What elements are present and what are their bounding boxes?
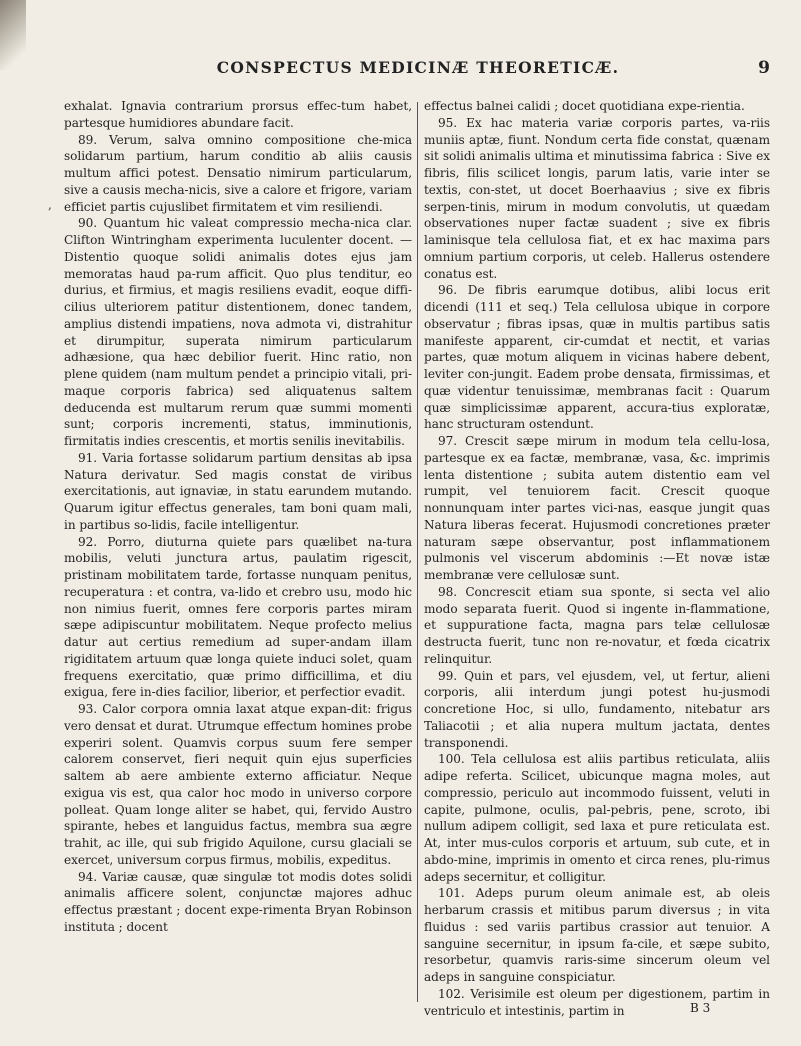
paragraph: 95. Ex hac materia variæ corporis partes, va-riis muniis aptæ, fiunt. Nondum certa fide constat, quænam sit solidi animalis ultima et minutissima fabrica : Sive ex fibris, filis scilicet longis, parum latis, varie inter se textis, con-stet, ut docet Boerhaavius ; sive ex fibris serpen-tinis, mirum in modum convolutis, ut quædam observationes nuper factæ suadent ; sive ex fibris laminisque tela cellulosa fiat, et ex hac maxima pars omnium partium corporis, ut celeb. Hallerus ostendere conatus est. <box>424 115 770 281</box>
page-edge-shadow <box>0 0 26 70</box>
right-column <box>424 98 770 1019</box>
paragraph: effectus balnei calidi ; docet quotidiana expe-rientia. <box>424 99 745 113</box>
paragraph: exhalat. Ignavia contrarium prorsus effec-tum habet, partesque humidiores abundare facit. <box>64 99 412 130</box>
paragraph: 90. Quantum hic valeat compressio mecha-nica clar. Clifton Wintringham experimenta luculenter docent. — Distentio quoque solidi animalis dotes ejus jam memoratas haud pa-rum afficit. Quo plus tenditur, eo durius, et firmius, et magis resiliens evadit, eoque diffi-cilius ulteriorem patitur distentionem, donec tandem, amplius distendi impatiens, nova admota vi, distrahitur et dirumpitur, superata nimirum particularum adhæsione, qua hæc debilior fuerit. Hinc ratio, non plene quidem (nam multum pendet a principio vitali, pri-maque corporis fabrica) sed aliquatenus saltem deducenda est multarum rerum quæ summi momenti sunt; corporis incrementi, status, imminutionis, firmitatis indies crescentis, et mortis senilis inevitabilis. <box>64 216 412 448</box>
left-column <box>64 98 412 936</box>
paragraph: 98. Concrescit etiam sua sponte, si secta vel alio modo separata fuerit. Quod si ingente in-flammatione, et suppuratione facta, magna pars telæ cellulosæ destructa fuerit, tunc non re-novatur, et fœda cicatrix relinquitur. <box>424 584 770 666</box>
paragraph: 93. Calor corpora omnia laxat atque expan-dit: frigus vero densat et durat. Utrumque effectum homines probe experiri solent. Quamvis corpus suum fere semper calorem conservet, fieri nequit quin ejus superficies saltem ab aere ambiente externo afficiatur. Neque exigua vis est, qua calor hoc modo in universo corpore polleat. Quam longe aliter se habet, qui, fervido Austro spirante, hebes et languidus factus, membra sua ægre trahit, ac ille, qui sub frigido Aquilone, cursu glaciali se exercet, universum corpus firmus, mobilis, expeditus. <box>64 702 412 867</box>
running-title: CONSPECTUS MEDICINÆ THEORETICÆ. <box>216 58 620 77</box>
paragraph: 101. Adeps purum oleum animale est, ab oleis herbarum crassis et mitibus parum diversus ; in vita fluidus : sed variis partibus crassior aut tenuior. A sanguine secernitur, in ipsum fa-cile, et sæpe subito, resorbetur, quamvis raris-sime sincerum oleum vel adeps in sanguine conspiciatur. <box>424 886 770 984</box>
column-divider <box>417 102 418 1002</box>
paragraph: 99. Quin et pars, vel ejusdem, vel, ut fertur, alieni corporis, alii interdum jungi potest hu-jusmodi concretione Hoc, si ullo, fundamento, nitebatur ars Taliacotii ; et alia nupera multum jactata, dentes transponendi. <box>424 668 770 750</box>
paragraph: 94. Variæ causæ, quæ singulæ tot modis dotes solidi animalis afficere solent, conjunctæ majores adhuc effectus præstant ; docent expe-rimenta Bryan Robinson instituta ; docent <box>64 869 412 934</box>
page-header <box>66 58 770 84</box>
margin-mark: , <box>48 198 52 212</box>
page-number: 9 <box>758 58 770 78</box>
paragraph: 91. Varia fortasse solidarum partium densitas ab ipsa Natura derivatur. Sed magis constat de viribus exercitationis, aut ignaviæ, in statu earundem mutando. Quarum igitur effectus generales, tam boni quam mali, in partibus so-lidis, facile intelligentur. <box>64 450 412 532</box>
text-columns <box>64 98 770 1018</box>
paragraph: 92. Porro, diuturna quiete pars quælibet na-tura mobilis, veluti junctura artus, paulatim rigescit, pristinam mobilitatem tarde, fortasse nunquam penitus, recuperatura : et contra, va-lido et crebro usu, modo hic non nimius fuerit, omnes fere corporis partes miram sæpe adipiscuntur mobilitatem. Neque profecto melius datur aut certius remedium ad super-andam illam rigiditatem artuum quæ longa quiete induci solet, quam frequens exercitatio, quæ primo difficillima, et diu exigua, fere in-dies facilior, liberior, et perfectior evadit. <box>64 534 412 700</box>
paragraph: 100. Tela cellulosa est aliis partibus reticulata, aliis adipe referta. Scilicet, ubicunque magna moles, aut compressio, periculo aut incommodo fuissent, veluti in capite, pulmone, oculis, pal-pebris, pene, scroto, ibi nullum adipem colligit, sed laxa et pure reticulata est. At, inter mus-culos corporis et artuum, sub cute, et in abdo-mine, imprimis in omento et circa renes, plu-rimus adeps secernitur, et colligitur. <box>424 752 770 884</box>
paragraph: 96. De fibris earumque dotibus, alibi locus erit dicendi (111 et seq.) Tela cellulosa ubique in corpore observatur ; fibras ipsas, quæ in multis partibus satis manifeste apparent, cir-cumdat et nectit, et varias partes, quæ motum aliquem in vicinas habere debent, leviter con-jungit. Eadem probe densata, firmissimas, et quæ videntur tenuissimæ, membranas facit : Quarum quæ simplicissimæ apparent, accura-tius exploratæ, hanc structuram ostendunt. <box>424 283 770 432</box>
signature-mark: B 3 <box>690 1001 711 1015</box>
paragraph: 89. Verum, salva omnino compositione che-mica solidarum partium, harum conditio ab aliis causis multum affici potest. Densatio nimirum particularum, sive a causis mecha-nicis, sive a calore et frigore, variam efficiet partis cujuslibet firmitatem et vim resiliendi. <box>64 132 412 214</box>
paragraph: 97. Crescit sæpe mirum in modum tela cellu-losa, partesque ex ea factæ, membranæ, vasa, &c. imprimis lenta distentione ; subita autem distentio eam vel rumpit, vel tenuiorem facit. Crescit quoque nonnunquam inter partes vici-nas, easque jungit quas Natura liberas fecerat. Hujusmodi concretiones præter naturam sæpe observantur, post inflammationem pulmonis vel viscerum abdominis :—Et novæ istæ membranæ vere cellulosæ sunt. <box>424 434 770 582</box>
paragraph: 102. Verisimile est oleum per digestionem, partim in ventriculo et intestinis, partim in <box>424 986 770 1018</box>
